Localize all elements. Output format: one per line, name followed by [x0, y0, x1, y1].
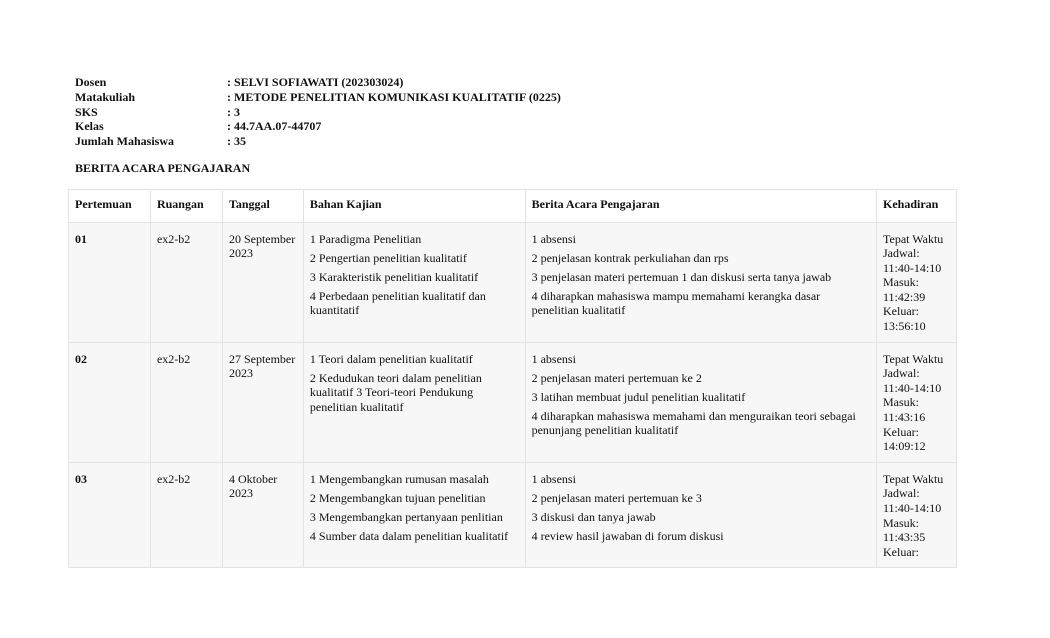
info-label: Matakuliah	[75, 89, 136, 104]
berita-item: 3 penjelasan materi pertemuan 1 dan diskusi serta tanya jawab	[531, 269, 832, 284]
info-label: Kelas	[75, 119, 104, 134]
cell-ruangan: ex2-b2	[150, 222, 222, 342]
cell-berita-acara	[525, 222, 876, 342]
bahan-item: 2 Pengertian penelitian kualitatif	[309, 250, 467, 265]
berita-item: 2 penjelasan kontrak perkuliahan dan rps	[531, 250, 729, 265]
kehadiran-line: 11:42:39	[883, 289, 926, 304]
kehadiran-line: Keluar:	[883, 544, 919, 559]
header-pertemuan: Pertemuan	[69, 190, 151, 223]
cell-pertemuan: 02	[69, 342, 151, 462]
kehadiran-line: Tepat Waktu	[883, 351, 944, 366]
berita-item: 1 absensi	[531, 471, 576, 486]
cell-pertemuan: 03	[69, 462, 151, 568]
header-bahan-kajian: Bahan Kajian	[303, 190, 525, 223]
cell-berita-acara	[525, 462, 876, 568]
table-row	[69, 222, 957, 342]
kehadiran-line: Keluar:	[883, 424, 919, 439]
berita-item: 4 review hasil jawaban di forum diskusi	[531, 528, 724, 543]
info-label: SKS	[75, 104, 98, 119]
kehadiran-line: 14:09:12	[883, 439, 926, 454]
info-row-matakuliah	[75, 90, 561, 105]
cell-pertemuan: 01	[69, 222, 151, 342]
berita-item: 1 absensi	[531, 351, 576, 366]
bahan-item: 1 Paradigma Penelitian	[309, 231, 422, 246]
section-title: BERITA ACARA PENGAJARAN	[75, 161, 251, 175]
kehadiran-line: 11:40-14:10	[883, 380, 942, 395]
cell-ruangan: ex2-b2	[150, 342, 222, 462]
kehadiran-line: Jadwal:	[883, 366, 920, 381]
kehadiran-line: Keluar:	[883, 304, 919, 319]
info-value: : 44.7AA.07-44707	[227, 119, 322, 134]
kehadiran-line: 11:43:16	[883, 410, 926, 425]
kehadiran-line: Tepat Waktu	[883, 471, 944, 486]
teaching-record-table	[68, 189, 957, 568]
kehadiran-line: 11:40-14:10	[883, 501, 942, 515]
berita-item: 3 diskusi dan tanya jawab	[531, 509, 656, 524]
info-row-jumlah-mahasiswa	[75, 134, 561, 149]
berita-item: 4 diharapkan mahasiswa mampu memahami kerangka dasar penelitian kualitatif	[531, 288, 821, 317]
bahan-item: 4 Sumber data dalam penelitian kualitatif	[309, 528, 509, 543]
kehadiran-line: Masuk:	[883, 395, 919, 410]
info-label: Jumlah Mahasiswa	[75, 134, 175, 149]
kehadiran-line: Jadwal:	[883, 486, 920, 501]
cell-tanggal: 27 September 2023	[222, 342, 303, 462]
table-row	[69, 342, 957, 462]
cell-bahan-kajian	[303, 462, 525, 568]
cell-kehadiran	[877, 222, 957, 342]
cell-berita-acara	[525, 342, 876, 462]
bahan-item: 1 Teori dalam penelitian kualitatif	[309, 351, 473, 366]
course-info	[75, 75, 561, 149]
berita-item: 2 penjelasan materi pertemuan ke 3	[531, 490, 702, 505]
kehadiran-line: Jadwal:	[883, 246, 920, 261]
cell-bahan-kajian	[303, 342, 525, 462]
info-value: : METODE PENELITIAN KOMUNIKASI KUALITATIF (0225)	[227, 89, 561, 104]
berita-item: 3 latihan membuat judul penelitian kualitatif	[531, 389, 746, 404]
berita-item: 4 diharapkan mahasiswa memahami dan menguraikan teori sebagai penunjang penelitian kualitatif	[531, 408, 856, 438]
info-value: : 3	[227, 104, 240, 119]
bahan-item: 2 Kedudukan teori dalam penelitian kualitatif 3 Teori-teori Pendukung penelitian kualitatif	[309, 370, 482, 414]
info-label: Dosen	[75, 75, 107, 89]
kehadiran-line: Tepat Waktu	[883, 231, 944, 246]
bahan-item: 2 Mengembangkan tujuan penelitian	[309, 490, 486, 505]
cell-tanggal: 20 September 2023	[222, 222, 303, 342]
header-ruangan: Ruangan	[150, 190, 222, 223]
table-row	[69, 462, 957, 568]
berita-item: 2 penjelasan materi pertemuan ke 2	[531, 370, 702, 385]
kehadiran-line: 13:56:10	[883, 319, 926, 334]
header-berita-acara: Berita Acara Pengajaran	[525, 190, 876, 223]
bahan-item: 1 Mengembangkan rumusan masalah	[309, 471, 489, 486]
header-tanggal: Tanggal	[222, 190, 303, 223]
info-value: : SELVI SOFIAWATI (202303024)	[227, 75, 404, 89]
cell-kehadiran	[877, 462, 957, 568]
info-row-dosen	[75, 75, 561, 90]
bahan-item: 3 Mengembangkan pertanyaan penlitian	[309, 509, 503, 524]
kehadiran-line: 11:40-14:10	[883, 260, 942, 275]
cell-tanggal: 4 Oktober 2023	[222, 462, 303, 568]
bahan-item: 4 Perbedaan penelitian kualitatif dan kuantitatif	[309, 288, 486, 317]
cell-kehadiran	[877, 342, 957, 462]
cell-ruangan: ex2-b2	[150, 462, 222, 568]
table-header-row	[69, 190, 957, 223]
kehadiran-line: Masuk:	[883, 275, 919, 290]
kehadiran-line: 11:43:35	[883, 530, 926, 545]
bahan-item: 3 Karakteristik penelitian kualitatif	[309, 269, 479, 284]
info-row-sks	[75, 105, 561, 120]
cell-bahan-kajian	[303, 222, 525, 342]
info-value: : 35	[227, 134, 246, 149]
kehadiran-line: Masuk:	[883, 515, 919, 530]
berita-item: 1 absensi	[531, 231, 576, 246]
info-row-kelas	[75, 119, 561, 134]
header-kehadiran: Kehadiran	[877, 190, 957, 223]
